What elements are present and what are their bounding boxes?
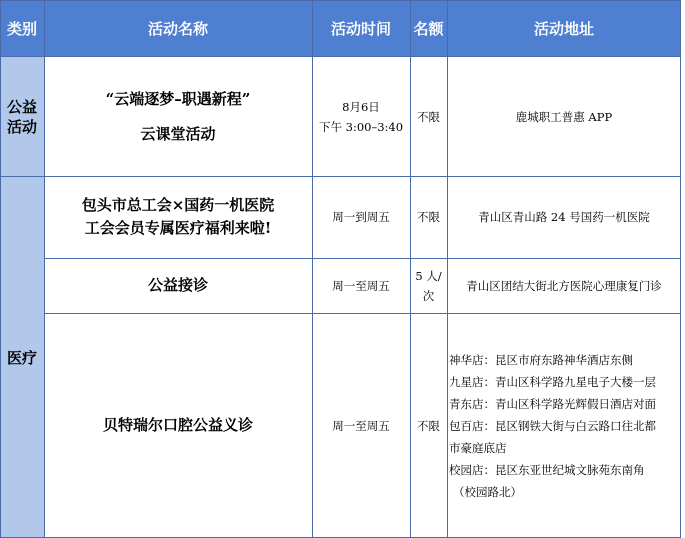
grid-line xyxy=(680,0,681,538)
grid-line xyxy=(447,0,448,538)
row2-activity-name xyxy=(44,176,312,258)
row4-activity-time: 周一至周五 xyxy=(332,418,390,433)
row1-name-line1: “云端逐梦–职遇新程” xyxy=(105,89,251,108)
store-address-line: 九星店：青山区科学路九星电子大楼一层 xyxy=(449,374,656,389)
row4-activity-name: 贝特瑞尔口腔公益义诊 xyxy=(102,416,253,434)
store-address-line: 校园店：昆区东亚世纪城文脉苑东南角 xyxy=(449,462,645,477)
store-address-line: 神华店：昆区市府东路神华酒店东侧 xyxy=(449,352,633,367)
row3-activity-time: 周一至周五 xyxy=(332,278,390,293)
header-quota: 名额 xyxy=(410,0,447,57)
row1-address: 鹿城职工普惠 APP xyxy=(515,109,613,124)
category-public-welfare-line1: 公益 xyxy=(6,97,37,116)
row2-name-line1: 包头市总工会×国药一机医院 xyxy=(81,196,275,214)
category-medical: 医疗 xyxy=(0,176,44,538)
grid-line xyxy=(312,0,313,538)
row4-quota: 不限 xyxy=(417,418,440,433)
grid-line xyxy=(44,313,681,314)
row2-quota: 不限 xyxy=(417,210,440,224)
grid-line xyxy=(44,0,45,538)
store-address-line: 包百店：昆区钢铁大街与白云路口往北都 xyxy=(449,418,656,433)
row1-time-line1: 8月6日 xyxy=(342,99,380,114)
category-public-welfare-line2: 活动 xyxy=(6,117,37,136)
grid-line xyxy=(0,56,681,57)
row1-time-line2: 下午 3:00–3:40 xyxy=(318,119,404,134)
grid-line xyxy=(0,0,681,1)
grid-line xyxy=(0,176,681,177)
row1-activity-name xyxy=(44,57,312,176)
header-activity-time: 活动时间 xyxy=(312,0,410,57)
row3-address: 青山区团结大街北方医院心理康复门诊 xyxy=(466,278,662,293)
header-category: 类别 xyxy=(0,0,44,57)
store-address-line: （校园路北） xyxy=(453,484,522,499)
row3-activity-name: 公益接诊 xyxy=(147,276,208,294)
row1-name-line2: 云课堂活动 xyxy=(140,124,216,143)
store-address-line: 青东店：青山区科学路光辉假日酒店对面 xyxy=(449,396,656,411)
header-activity-address: 活动地址 xyxy=(447,0,681,57)
row1-activity-time xyxy=(312,57,410,176)
row2-address: 青山区青山路 24 号国药一机医院 xyxy=(478,210,650,224)
row3-quota-line1: 5 人/ xyxy=(415,268,442,283)
grid-line xyxy=(44,258,681,259)
grid-line xyxy=(0,0,1,538)
row2-name-line2: 工会会员专属医疗福利来啦! xyxy=(84,219,272,237)
grid-line xyxy=(410,0,411,538)
store-address-list xyxy=(447,349,656,503)
row3-quota xyxy=(410,258,447,313)
row3-quota-line2: 次 xyxy=(422,288,435,303)
row2-activity-time: 周一到周五 xyxy=(332,210,390,224)
store-address-line: 市豪庭底店 xyxy=(449,440,507,455)
row1-quota: 不限 xyxy=(417,109,440,124)
row4-address xyxy=(447,313,681,538)
category-public-welfare xyxy=(0,57,44,176)
header-activity-name: 活动名称 xyxy=(44,0,312,57)
